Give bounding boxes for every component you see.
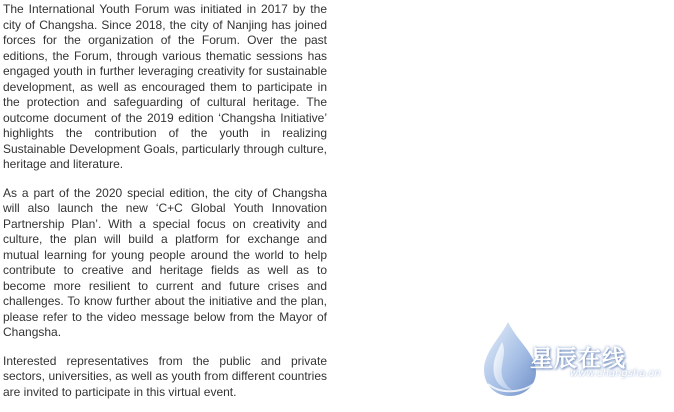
article-body	[3, 0, 327, 412]
watermark-logo-text: 星辰在线	[530, 346, 626, 372]
paragraph-special-edition: As a part of the 2020 special edition, the city of Changsha will also launch the new ‘C+C Global Youth Innovation Partnership Plan’. With a special focus on creativity and culture, the plan will build a platform for exchange and mutual learning for young people around the world to help contribute to creative and heritage fields as well as to become more resilient to current and future crises and challenges. To know further about the initiative and the plan, please refer to the video message below from the Mayor of Changsha.	[3, 185, 327, 339]
site-watermark	[478, 318, 668, 400]
watermark-url: www.changsha.cn	[570, 368, 661, 379]
paragraph-intro: The International Youth Forum was initiated in 2017 by the city of Changsha. Since 2018, the city of Nanjing has joined forces for the organization of the Forum. Over the past editions, the Forum, through various thematic sessions has engaged youth in further leveraging creativity for sustainable development, as well as encouraged them to participate in the protection and safeguarding of cultural heritage. The outcome document of the 2019 edition ‘Changsha Initiative’ highlights the contribution of the youth in realizing Sustainable Development Goals, particularly through culture, heritage and literature.	[3, 2, 327, 171]
paragraph-invitation: Interested representatives from the public and private sectors, universities, as well as youth from different countries are invited to participate in this virtual event.	[3, 353, 327, 399]
